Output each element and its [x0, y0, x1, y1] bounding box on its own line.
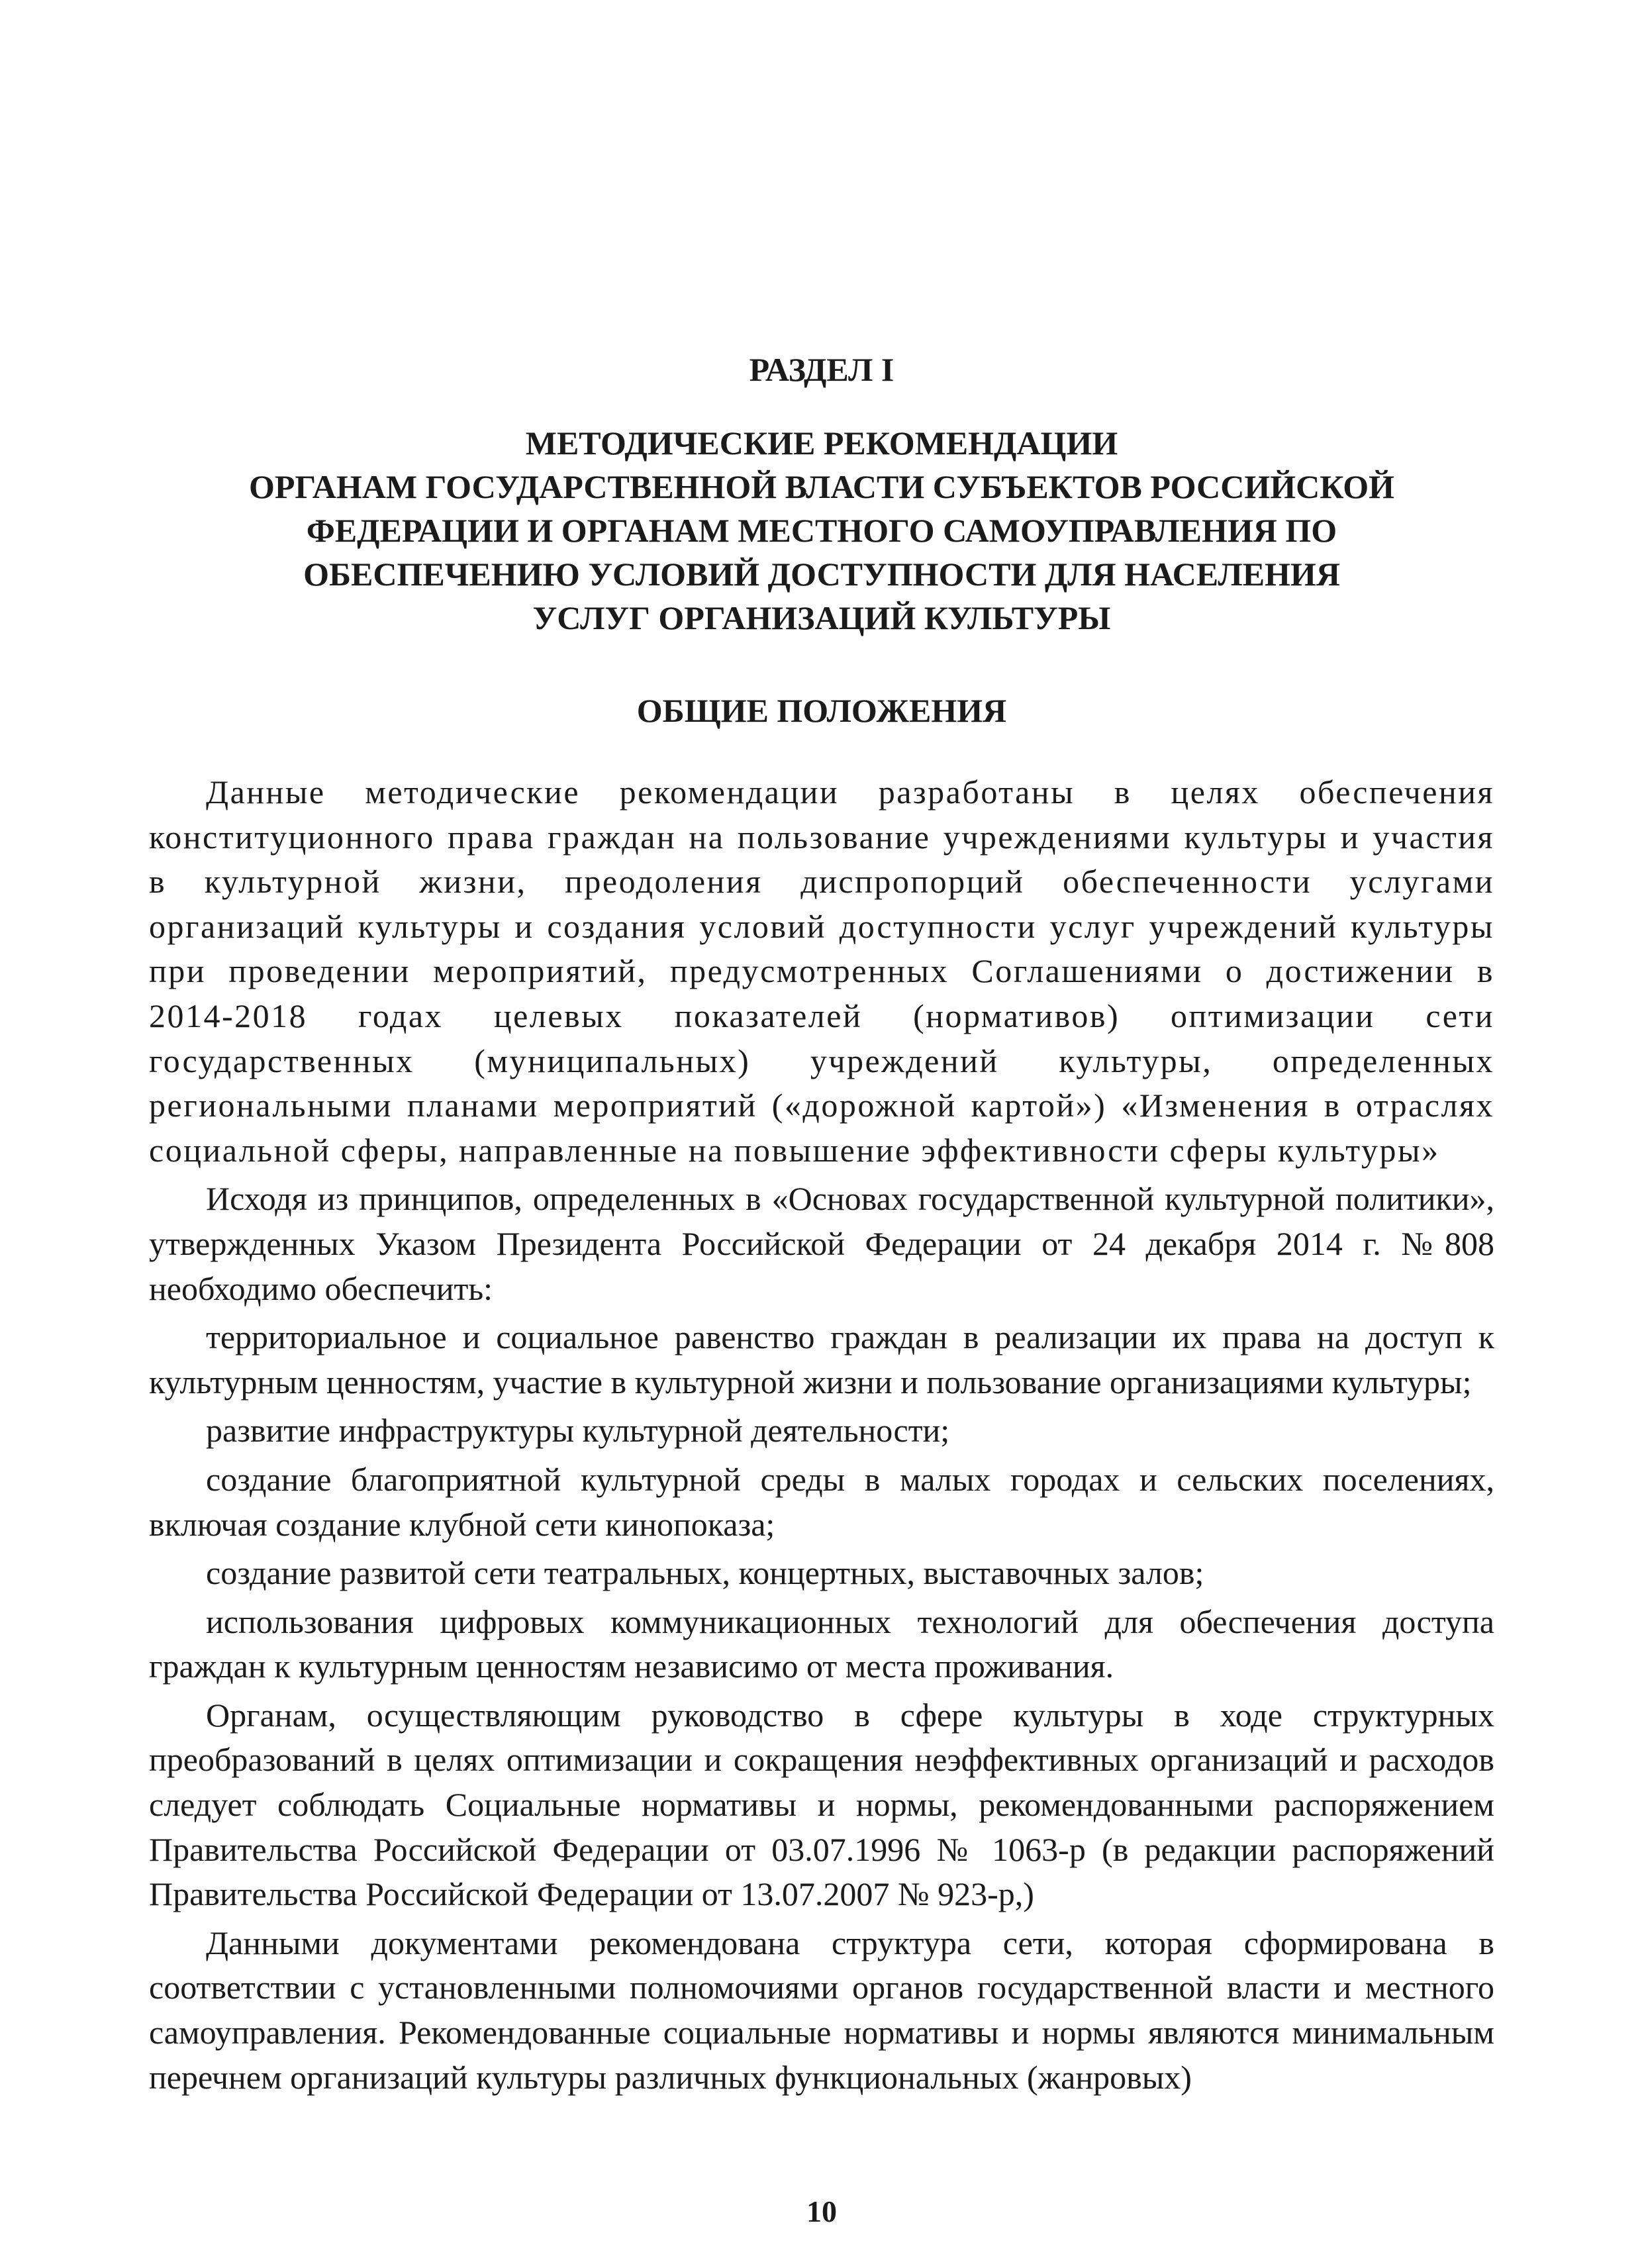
heading-line: МЕТОДИЧЕСКИЕ РЕКОМЕНДАЦИИ: [525, 424, 1118, 462]
paragraph: Данные методические рекомендации разработаны в целях обеспечения конституционного права граждан на пользование учреждениями культуры и участия в культурной жизни, преодоления диспропорций обеспеченности услугами организаций культуры и создания условий доступности услуг учреждений культуры при проведении мероприятий, предусмотренных Соглашениями о достижении в 2014-2018 годах целевых показателей (нормативов) оптимизации сети государственных (муниципальных) учреждений культуры, определенных региональными планами мероприятий («дорожной картой») «Изменения в отраслях социальной сферы, направленные на повышение эффективности сферы культуры»: [149, 773, 1494, 1169]
paragraph: Органам, осуществляющим руководство в сфере культуры в ходе структурных преобразований в целях оптимизации и сокращения неэффективных организаций и расходов следует соблюдать Социальные нормативы и нормы, рекомендованными распоряжением Правительства Российской Федерации от 03.07.1996 № 1063-р (в редакции распоряжений Правительства Российской Федерации от 13.07.2007 № 923-р,): [149, 1696, 1494, 1913]
heading-line: ФЕДЕРАЦИИ И ОРГАНАМ МЕСТНОГО САМОУПРАВЛЕНИЯ ПО: [306, 512, 1337, 549]
paragraph: Исходя из принципов, определенных в «Основах государственной культурной политики», утвержденных Указом Президента Российской Федерации от 24 декабря 2014 г. №808 необходимо обеспечить:: [149, 1180, 1494, 1307]
body-text: [149, 770, 1494, 2104]
list-item: создание благоприятной культурной среды в малых городах и сельских поселениях, включая создание клубной сети кинопоказа;: [149, 1460, 1494, 1543]
list-item: территориальное и социальное равенство граждан в реализации их права на доступ к культурным ценностям, участие в культурной жизни и пользование организациями культуры;: [149, 1318, 1494, 1401]
heading-line: ОРГАНАМ ГОСУДАРСТВЕННОЙ ВЛАСТИ СУБЪЕКТОВ РОССИЙСКОЙ: [248, 468, 1395, 505]
heading-line: ОБЕСПЕЧЕНИЮ УСЛОВИЙ ДОСТУПНОСТИ ДЛЯ НАСЕЛЕНИЯ: [303, 556, 1340, 593]
heading-line: УСЛУГ ОРГАНИЗАЦИЙ КУЛЬТУРЫ: [532, 599, 1111, 636]
subheading-general-provisions: ОБЩИЕ ПОЛОЖЕНИЯ: [636, 692, 1007, 729]
list-item: создание развитой сети театральных, концертных, выставочных залов;: [206, 1554, 1204, 1592]
list-item: развитие инфраструктуры культурной деятельности;: [206, 1412, 950, 1450]
page-number: 10: [806, 2194, 837, 2228]
list-item: использования цифровых коммуникационных технологий для обеспечения доступа граждан к культурным ценностям независимо от места проживания.: [149, 1602, 1494, 1685]
paragraph: Данными документами рекомендована структура сети, которая сформирована в соответствии с установленными полномочиями органов государственной власти и местного самоуправления. Рекомендованные социальные нормативы и нормы являются минимальным перечнем организаций культуры различных функциональных (жанровых): [149, 1924, 1494, 2096]
section-title: РАЗДЕЛ I: [749, 351, 894, 388]
main-heading: [149, 421, 1494, 640]
